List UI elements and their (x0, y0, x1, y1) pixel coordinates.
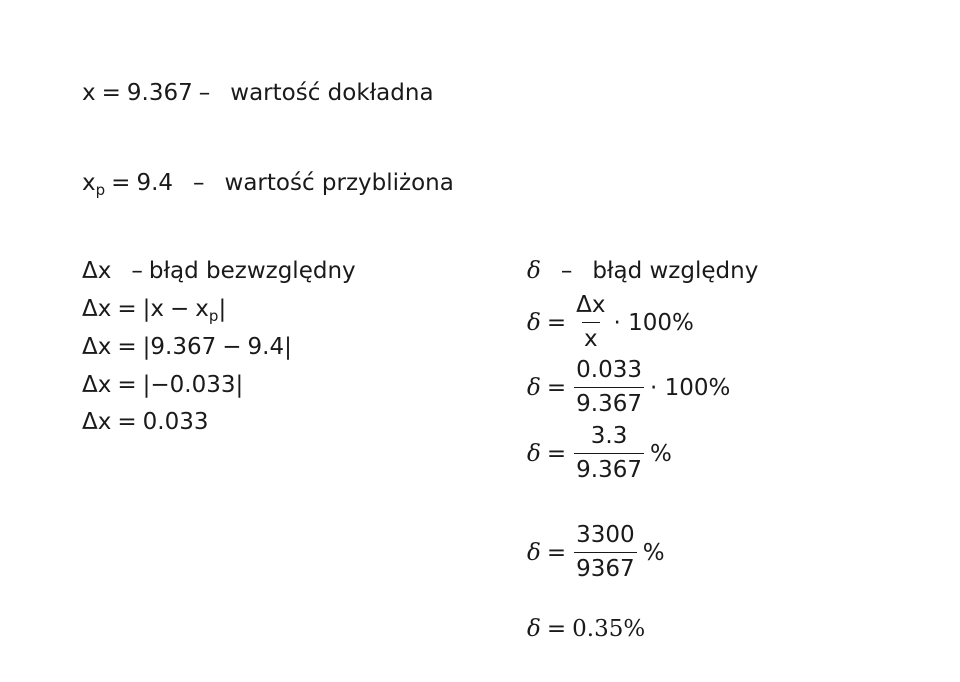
minus-sign: − (222, 334, 242, 360)
numerator: 3300 (576, 522, 635, 548)
approx-subscript: p (95, 181, 106, 199)
dash: – (198, 80, 211, 106)
term: |x (142, 296, 165, 322)
subscript: p (208, 307, 219, 325)
fraction-tail: · 100% (613, 309, 694, 336)
equals-sign: = (111, 170, 131, 196)
result: 0.033 (142, 409, 209, 435)
fraction-tail: % (650, 440, 672, 467)
abs-title-description: błąd bezwzględny (148, 258, 356, 284)
exact-lhs: x (82, 80, 96, 106)
approx-lhs: x (82, 170, 96, 196)
dash: – (560, 258, 573, 284)
equals-sign: = (117, 296, 137, 322)
equals-sign: = (546, 539, 567, 566)
delta-symbol: δ (527, 539, 541, 566)
denominator: x (582, 322, 600, 351)
abs-error-line-1 (82, 296, 227, 325)
term: |−0.033| (142, 372, 244, 398)
rel-title-description: błąd względny (592, 258, 759, 284)
denominator: 9.367 (574, 387, 644, 416)
exact-description: wartość dokładna (230, 80, 434, 106)
rel-error-title (527, 260, 758, 283)
fraction (574, 524, 637, 581)
abs-error-line-2 (82, 336, 292, 359)
abs-bar: | (218, 296, 227, 322)
term: |9.367 (142, 334, 217, 360)
abs-title-symbol: Δx (82, 258, 112, 284)
abs-error-title (82, 260, 356, 283)
rel-formula-4 (527, 524, 665, 581)
equals-sign: = (546, 616, 567, 642)
result: 0.35% (572, 616, 646, 642)
rel-formula-1 (527, 294, 694, 351)
lhs: Δx (82, 296, 112, 322)
delta-symbol: δ (527, 374, 541, 401)
dash: – (131, 258, 143, 284)
fraction (574, 294, 607, 351)
term: 9.4| (247, 334, 292, 360)
rel-formula-3 (527, 425, 672, 482)
lhs: Δx (82, 372, 112, 398)
exact-value-line (82, 82, 434, 105)
equals-sign: = (546, 309, 567, 336)
lhs: Δx (82, 334, 112, 360)
delta-symbol: δ (527, 309, 541, 336)
fraction-tail: · 100% (650, 374, 731, 401)
denominator: 9.367 (574, 453, 644, 482)
lhs: Δx (82, 409, 112, 435)
equals-sign: = (117, 334, 137, 360)
approx-description: wartość przybliżona (224, 170, 454, 196)
equals-sign: = (117, 372, 137, 398)
numerator: 3.3 (590, 423, 628, 449)
delta-symbol: δ (527, 440, 541, 467)
equals-sign: = (101, 80, 121, 106)
exact-value: 9.367 (126, 80, 193, 106)
term: x (195, 296, 209, 322)
rel-result (527, 618, 645, 641)
abs-error-line-4 (82, 411, 209, 434)
abs-error-line-3 (82, 374, 243, 397)
numerator: Δx (576, 292, 606, 318)
fraction (574, 425, 644, 482)
fraction-tail: % (642, 539, 665, 566)
rel-title-symbol: δ (527, 258, 541, 284)
numerator: 0.033 (576, 357, 642, 383)
dash: – (193, 170, 205, 196)
denominator: 9367 (574, 552, 637, 581)
equals-sign: = (117, 409, 137, 435)
equals-sign: = (546, 374, 567, 401)
fraction (574, 359, 644, 416)
delta-symbol: δ (527, 616, 541, 642)
equals-sign: = (546, 440, 567, 467)
approx-value-line (82, 170, 454, 199)
approx-value: 9.4 (136, 170, 174, 196)
rel-formula-2 (527, 359, 730, 416)
minus-sign: − (170, 296, 190, 322)
